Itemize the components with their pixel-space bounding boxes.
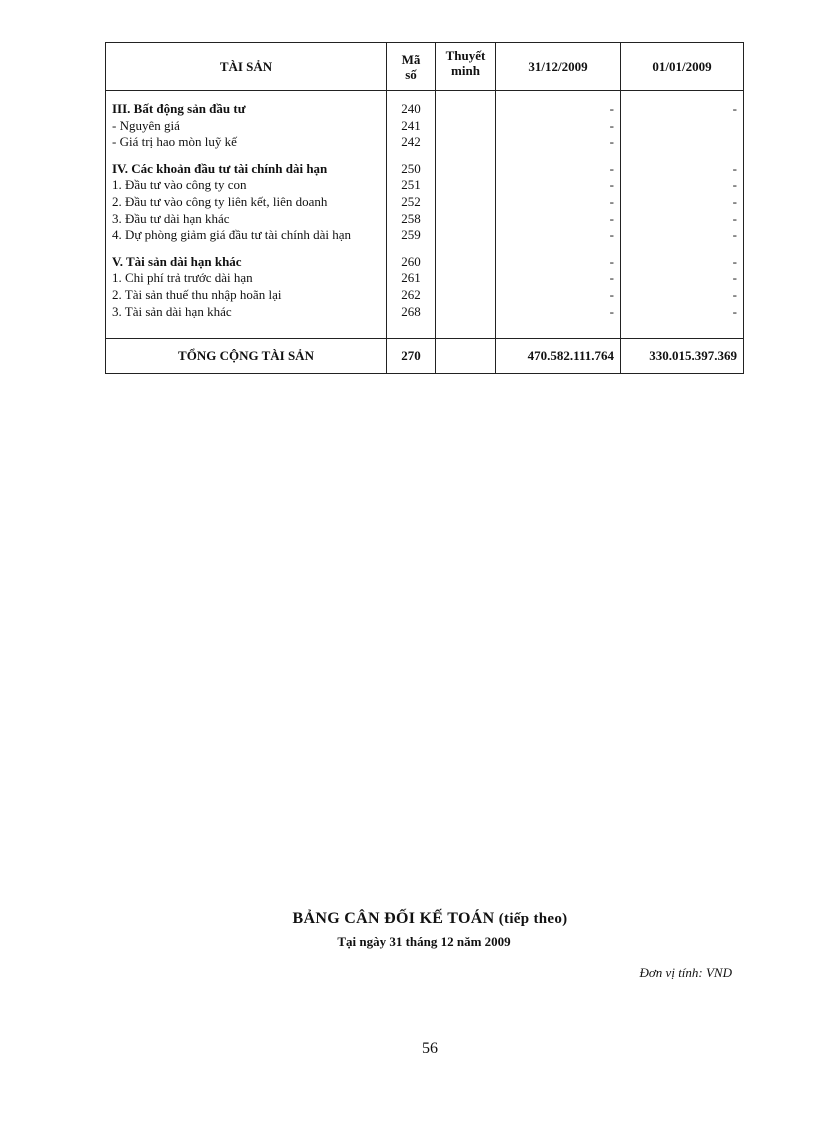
header-note-line1: Thuyết — [445, 48, 486, 63]
row-note — [436, 304, 496, 321]
row-code: 261 — [387, 270, 436, 287]
row-label: V. Tài sản dài hạn khác — [106, 254, 387, 271]
row-label: 3. Đầu tư dài hạn khác — [106, 211, 387, 228]
total-code: 270 — [387, 339, 436, 374]
header-2009-start: 01/01/2009 — [621, 43, 744, 91]
table-row — [106, 227, 744, 244]
total-2009-start: 330.015.397.369 — [621, 339, 744, 374]
row-2009-start: - — [621, 211, 744, 228]
spacer-cell — [436, 91, 496, 102]
table-row — [106, 161, 744, 178]
total-2009-end: 470.582.111.764 — [496, 339, 621, 374]
spacer-cell — [106, 151, 387, 161]
row-2009-start: - — [621, 270, 744, 287]
row-code: 241 — [387, 118, 436, 135]
spacer-cell — [496, 244, 621, 254]
header-code — [387, 43, 436, 91]
header-asset: TÀI SẢN — [106, 43, 387, 91]
row-code: 251 — [387, 177, 436, 194]
row-2009-start: - — [621, 304, 744, 321]
total-label: TỔNG CỘNG TÀI SẢN — [106, 339, 387, 374]
row-note — [436, 118, 496, 135]
row-label: IV. Các khoản đầu tư tài chính dài hạn — [106, 161, 387, 178]
row-2009-end: - — [496, 177, 621, 194]
spacer-row — [106, 151, 744, 161]
spacer-cell — [436, 151, 496, 161]
row-2009-end: - — [496, 270, 621, 287]
row-code: 250 — [387, 161, 436, 178]
row-2009-start: - — [621, 194, 744, 211]
report-title-suffix: (tiếp theo) — [498, 911, 568, 927]
row-2009-end: - — [496, 287, 621, 304]
row-note — [436, 211, 496, 228]
row-2009-start: - — [621, 101, 744, 118]
row-label: - Nguyên giá — [106, 118, 387, 135]
header-2009-end: 31/12/2009 — [496, 43, 621, 91]
spacer-cell — [106, 244, 387, 254]
total-note — [436, 339, 496, 374]
balance-sheet-table — [105, 42, 744, 374]
spacer-cell — [387, 320, 436, 339]
spacer-cell — [621, 244, 744, 254]
row-label: 2. Đầu tư vào công ty liên kết, liên doanh — [106, 194, 387, 211]
spacer-cell — [436, 244, 496, 254]
row-2009-end: - — [496, 254, 621, 271]
table-row — [106, 118, 744, 135]
table-body — [106, 91, 744, 339]
row-2009-start: - — [621, 254, 744, 271]
spacer-cell — [106, 91, 387, 102]
row-label: 4. Dự phòng giảm giá đầu tư tài chính dài hạn — [106, 227, 387, 244]
row-2009-end: - — [496, 101, 621, 118]
table-row — [106, 134, 744, 151]
table-row — [106, 287, 744, 304]
spacer-cell — [387, 244, 436, 254]
table-header-row — [106, 43, 744, 91]
row-label: - Giá trị hao mòn luỹ kế — [106, 134, 387, 151]
row-code: 258 — [387, 211, 436, 228]
spacer-cell — [496, 320, 621, 339]
spacer-cell — [106, 320, 387, 339]
spacer-row — [106, 91, 744, 102]
row-2009-start — [621, 118, 744, 135]
row-2009-start: - — [621, 287, 744, 304]
row-2009-start — [621, 134, 744, 151]
row-note — [436, 227, 496, 244]
table-row — [106, 270, 744, 287]
row-2009-end: - — [496, 118, 621, 135]
row-code: 260 — [387, 254, 436, 271]
row-note — [436, 134, 496, 151]
header-note — [436, 43, 496, 91]
row-2009-start: - — [621, 177, 744, 194]
row-label: 1. Đầu tư vào công ty con — [106, 177, 387, 194]
table-row — [106, 211, 744, 228]
spacer-cell — [496, 91, 621, 102]
spacer-cell — [387, 151, 436, 161]
row-label: 3. Tài sản dài hạn khác — [106, 304, 387, 321]
row-label: 2. Tài sản thuế thu nhập hoãn lại — [106, 287, 387, 304]
table-row — [106, 254, 744, 271]
row-code: 268 — [387, 304, 436, 321]
total-row — [106, 339, 744, 374]
row-code: 252 — [387, 194, 436, 211]
report-date: Tại ngày 31 tháng 12 năm 2009 — [337, 934, 511, 949]
row-note — [436, 254, 496, 271]
spacer-cell — [621, 151, 744, 161]
row-code: 242 — [387, 134, 436, 151]
row-2009-end: - — [496, 227, 621, 244]
spacer-row — [106, 244, 744, 254]
row-2009-start: - — [621, 227, 744, 244]
header-code-line1: Mã — [401, 51, 421, 67]
row-code: 259 — [387, 227, 436, 244]
row-note — [436, 194, 496, 211]
table-row — [106, 194, 744, 211]
spacer-row — [106, 320, 744, 339]
report-title — [0, 910, 816, 928]
table-row — [106, 101, 744, 118]
row-2009-start: - — [621, 161, 744, 178]
header-code-line2: số — [405, 66, 417, 82]
page-number: 56 — [422, 1040, 438, 1057]
spacer-cell — [436, 320, 496, 339]
row-note — [436, 101, 496, 118]
spacer-cell — [387, 91, 436, 102]
row-note — [436, 287, 496, 304]
row-note — [436, 270, 496, 287]
row-note — [436, 161, 496, 178]
row-2009-end: - — [496, 304, 621, 321]
row-2009-end: - — [496, 211, 621, 228]
row-code: 262 — [387, 287, 436, 304]
row-code: 240 — [387, 101, 436, 118]
spacer-cell — [621, 320, 744, 339]
row-2009-end: - — [496, 161, 621, 178]
row-2009-end: - — [496, 134, 621, 151]
currency-unit: Đơn vị tính: VND — [639, 965, 732, 980]
row-label: III. Bất động sản đầu tư — [106, 101, 387, 118]
table-row — [106, 177, 744, 194]
row-note — [436, 177, 496, 194]
table-row — [106, 304, 744, 321]
row-2009-end: - — [496, 194, 621, 211]
spacer-cell — [496, 151, 621, 161]
report-title-main: BẢNG CÂN ĐỐI KẾ TOÁN — [292, 910, 495, 927]
row-label: 1. Chi phí trả trước dài hạn — [106, 270, 387, 287]
header-note-line2: minh — [451, 63, 480, 78]
spacer-cell — [621, 91, 744, 102]
